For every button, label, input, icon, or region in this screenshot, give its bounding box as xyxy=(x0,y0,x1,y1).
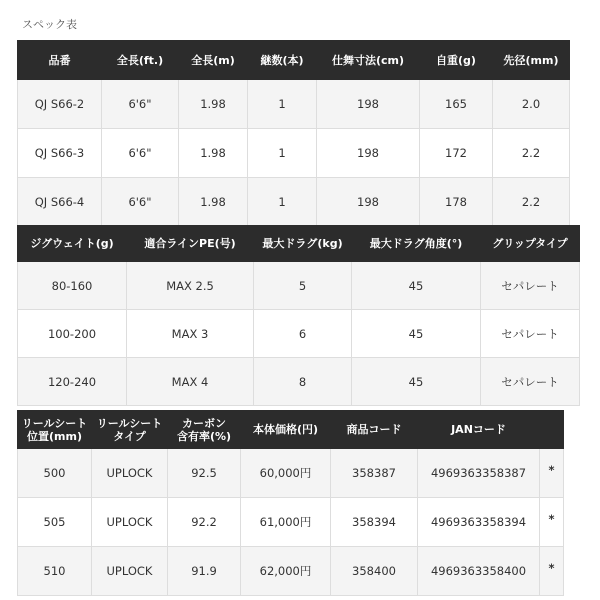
header-max-drag-angle: 最大ドラグ角度(°) xyxy=(352,226,481,262)
table-row xyxy=(18,310,580,358)
cell-carbon-content: 92.5 xyxy=(168,449,241,498)
cell-grip-type: セパレート xyxy=(481,310,580,358)
table-header-row xyxy=(18,411,564,449)
cell-max-drag: 6 xyxy=(254,310,352,358)
cell-length-ft: 6'6" xyxy=(102,80,179,129)
cell-tip-diameter: 2.2 xyxy=(493,178,570,227)
cell-jig-weight: 120-240 xyxy=(18,358,127,406)
header-tip-diameter: 先径(mm) xyxy=(493,41,570,80)
header-closed-length: 仕舞寸法(cm) xyxy=(317,41,420,80)
cell-length-m: 1.98 xyxy=(179,178,248,227)
cell-jan-code: 4969363358387 xyxy=(418,449,540,498)
cell-product-code: 358394 xyxy=(331,498,418,547)
cell-carbon-content: 92.2 xyxy=(168,498,241,547)
cell-product-code: 358387 xyxy=(331,449,418,498)
cell-length-m: 1.98 xyxy=(179,80,248,129)
header-weight: 自重(g) xyxy=(420,41,493,80)
cell-price: 62,000円 xyxy=(241,547,331,596)
header-max-drag: 最大ドラグ(kg) xyxy=(254,226,352,262)
cell-max-drag: 8 xyxy=(254,358,352,406)
cell-weight: 165 xyxy=(420,80,493,129)
cell-max-drag: 5 xyxy=(254,262,352,310)
cell-line-pe: MAX 2.5 xyxy=(127,262,254,310)
header-length-ft: 全長(ft.) xyxy=(102,41,179,80)
header-jan-code: JANコード xyxy=(418,411,540,449)
cell-length-ft: 6'6" xyxy=(102,129,179,178)
table-row xyxy=(18,178,570,227)
cell-pieces: 1 xyxy=(248,129,317,178)
cell-pieces: 1 xyxy=(248,178,317,227)
cell-tip-diameter: 2.2 xyxy=(493,129,570,178)
cell-jan-code: 4969363358394 xyxy=(418,498,540,547)
cell-line-pe: MAX 4 xyxy=(127,358,254,406)
cell-product-number: QJ S66-3 xyxy=(18,129,102,178)
header-line-pe: 適合ラインPE(号) xyxy=(127,226,254,262)
page-title: スペック表 xyxy=(22,18,77,31)
cell-reel-seat-position: 500 xyxy=(18,449,92,498)
header-pieces: 継数(本) xyxy=(248,41,317,80)
header-note xyxy=(540,411,564,449)
spec-table-pricing xyxy=(17,410,564,596)
table-row xyxy=(18,547,564,596)
cell-closed-length: 198 xyxy=(317,80,420,129)
cell-max-drag-angle: 45 xyxy=(352,310,481,358)
cell-grip-type: セパレート xyxy=(481,358,580,406)
cell-closed-length: 198 xyxy=(317,178,420,227)
header-grip-type: グリップタイプ xyxy=(481,226,580,262)
cell-product-number: QJ S66-4 xyxy=(18,178,102,227)
cell-weight: 172 xyxy=(420,129,493,178)
table-header-row xyxy=(18,226,580,262)
table-row xyxy=(18,129,570,178)
cell-product-number: QJ S66-2 xyxy=(18,80,102,129)
cell-reel-seat-type: UPLOCK xyxy=(92,449,168,498)
cell-note: * xyxy=(540,449,564,498)
spec-table-dimensions xyxy=(17,40,570,227)
cell-closed-length: 198 xyxy=(317,129,420,178)
header-length-m: 全長(m) xyxy=(179,41,248,80)
cell-jan-code: 4969363358400 xyxy=(418,547,540,596)
header-jig-weight: ジグウェイト(g) xyxy=(18,226,127,262)
header-product-number: 品番 xyxy=(18,41,102,80)
table-row xyxy=(18,358,580,406)
cell-tip-diameter: 2.0 xyxy=(493,80,570,129)
cell-reel-seat-position: 505 xyxy=(18,498,92,547)
table-header-row xyxy=(18,41,570,80)
table-row xyxy=(18,262,580,310)
cell-max-drag-angle: 45 xyxy=(352,262,481,310)
table-row xyxy=(18,449,564,498)
cell-price: 60,000円 xyxy=(241,449,331,498)
cell-product-code: 358400 xyxy=(331,547,418,596)
header-reel-seat-type: リールシート タイプ xyxy=(92,411,168,449)
cell-grip-type: セパレート xyxy=(481,262,580,310)
cell-line-pe: MAX 3 xyxy=(127,310,254,358)
cell-carbon-content: 91.9 xyxy=(168,547,241,596)
cell-jig-weight: 100-200 xyxy=(18,310,127,358)
cell-weight: 178 xyxy=(420,178,493,227)
cell-reel-seat-type: UPLOCK xyxy=(92,498,168,547)
cell-max-drag-angle: 45 xyxy=(352,358,481,406)
table-row xyxy=(18,80,570,129)
table-row xyxy=(18,498,564,547)
cell-reel-seat-type: UPLOCK xyxy=(92,547,168,596)
header-product-code: 商品コード xyxy=(331,411,418,449)
header-price: 本体価格(円) xyxy=(241,411,331,449)
cell-jig-weight: 80-160 xyxy=(18,262,127,310)
cell-note: * xyxy=(540,547,564,596)
cell-pieces: 1 xyxy=(248,80,317,129)
cell-length-m: 1.98 xyxy=(179,129,248,178)
header-reel-seat-position: リールシート 位置(mm) xyxy=(18,411,92,449)
header-carbon-content: カーボン 含有率(%) xyxy=(168,411,241,449)
cell-reel-seat-position: 510 xyxy=(18,547,92,596)
spec-table-performance xyxy=(17,225,580,406)
cell-length-ft: 6'6" xyxy=(102,178,179,227)
cell-note: * xyxy=(540,498,564,547)
cell-price: 61,000円 xyxy=(241,498,331,547)
